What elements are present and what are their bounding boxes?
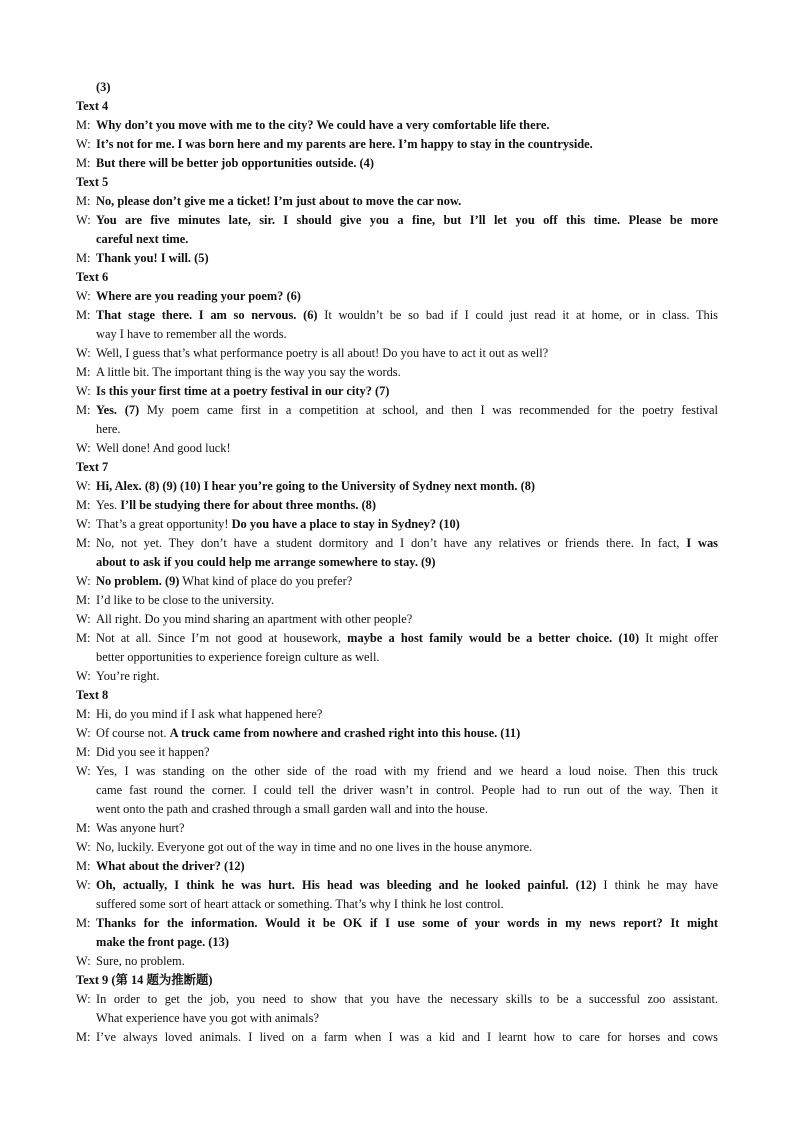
plain-text: Was anyone hurt? <box>96 821 185 835</box>
dialogue-continuation <box>76 800 718 819</box>
bold-text: But there will be better job opportunities outside. (4) <box>96 156 374 170</box>
dialogue-line <box>76 629 718 648</box>
bold-text: Text 4 <box>76 99 109 113</box>
dialogue-line <box>76 401 718 420</box>
plain-text: No, not yet. They don’t have a student dormitory and I don’t have any relatives or friends there. In fact, <box>96 536 687 550</box>
bold-text: A truck came from nowhere and crashed right into this house. (11) <box>169 726 521 740</box>
dialogue-line <box>76 743 718 762</box>
line-text <box>96 629 718 648</box>
line-text <box>96 534 718 553</box>
plain-text: Yes, I was standing on the other side of the road with my friend and we heard a loud noise. Then this truck <box>96 764 718 778</box>
plain-text: way I have to remember all the words. <box>96 327 287 341</box>
speaker-label: W: <box>76 992 91 1006</box>
dialogue-line <box>76 192 718 211</box>
line-text <box>96 895 718 914</box>
line-text <box>96 116 718 135</box>
bold-text: Yes. (7) <box>96 403 140 417</box>
speaker-label: M: <box>76 498 91 512</box>
speaker-label: W: <box>76 726 91 740</box>
line-text <box>96 496 718 515</box>
line-text <box>96 135 718 154</box>
line-text <box>96 363 718 382</box>
line-text <box>96 382 718 401</box>
dialogue-line <box>76 610 718 629</box>
bold-text: about to ask if you could help me arrange somewhere to stay. (9) <box>96 555 436 569</box>
dialogue-continuation <box>76 648 718 667</box>
dialogue-line <box>76 724 718 743</box>
bold-text: make the front page. (13) <box>96 935 229 949</box>
speaker-label: W: <box>76 213 91 227</box>
bold-text: Thank you! I will. (5) <box>96 251 209 265</box>
line-text <box>76 458 718 477</box>
speaker-label: M: <box>76 593 91 607</box>
line-text <box>96 800 718 819</box>
line-text <box>96 952 718 971</box>
bold-text: Hi, Alex. (8) (9) (10) I hear you’re going to the University of Sydney next month. (8) <box>96 479 536 493</box>
section-heading <box>76 173 718 192</box>
line-text <box>96 439 718 458</box>
line-text <box>96 724 718 743</box>
dialogue-line <box>76 344 718 363</box>
speaker-label: M: <box>76 745 91 759</box>
plain-text: came fast round the corner. I could tell the driver wasn’t in control. People had to run out of the way. Then it <box>96 783 718 797</box>
dialogue-line <box>76 705 718 724</box>
speaker-label: M: <box>76 821 91 835</box>
bold-text: That stage there. I am so nervous. (6) <box>96 308 318 322</box>
section-heading <box>76 97 718 116</box>
dialogue-line <box>76 249 718 268</box>
speaker-label: M: <box>76 403 91 417</box>
line-text <box>96 876 718 895</box>
plain-text: I’d like to be close to the university. <box>96 593 275 607</box>
section-heading <box>76 686 718 705</box>
line-text <box>96 648 718 667</box>
plain-text: here. <box>96 422 121 436</box>
speaker-label: W: <box>76 878 91 892</box>
line-text <box>96 933 718 952</box>
line-text <box>96 344 718 363</box>
plain-text: In order to get the job, you need to show that you have the necessary skills to be a successful zoo assistant. <box>96 992 718 1006</box>
bold-text: Oh, actually, I think he was hurt. His head was bleeding and he looked painful. (12) <box>96 878 597 892</box>
line-text <box>96 420 718 439</box>
bold-text: Text 9 (第 14 题为推断题) <box>76 973 213 987</box>
plain-text: It wouldn’t be so bad if I could just read it at home, or in class. This <box>317 308 718 322</box>
plain-text: You’re right. <box>96 669 160 683</box>
plain-text: A little bit. The important thing is the way you say the words. <box>96 365 401 379</box>
speaker-label: W: <box>76 384 91 398</box>
line-text <box>96 553 718 572</box>
line-text <box>96 1009 718 1028</box>
dialogue-continuation <box>76 420 718 439</box>
speaker-label: W: <box>76 840 91 854</box>
bold-text: It’s not for me. I was born here and my parents are here. I’m happy to stay in the countryside. <box>96 137 593 151</box>
dialogue-line <box>76 496 718 515</box>
speaker-label: M: <box>76 156 91 170</box>
plain-text: Sure, no problem. <box>96 954 185 968</box>
section-heading <box>76 458 718 477</box>
speaker-label: W: <box>76 612 91 626</box>
plain-text: My poem came first in a competition at school, and then I was recommended for the poetry festival <box>139 403 718 417</box>
dialogue-line <box>76 838 718 857</box>
line-text <box>96 705 718 724</box>
bold-text: Text 5 <box>76 175 109 189</box>
plain-text: Hi, do you mind if I ask what happened here? <box>96 707 323 721</box>
line-text <box>96 914 718 933</box>
dialogue-line <box>76 534 718 553</box>
dialogue-continuation <box>76 553 718 572</box>
speaker-label: M: <box>76 118 91 132</box>
plain-text: Well done! And good luck! <box>96 441 231 455</box>
line-text <box>96 230 718 249</box>
line-text <box>96 857 718 876</box>
speaker-label: M: <box>76 1030 91 1044</box>
speaker-label: M: <box>76 194 91 208</box>
bold-text: careful next time. <box>96 232 189 246</box>
dialogue-continuation <box>76 325 718 344</box>
dialogue-line <box>76 363 718 382</box>
line-text <box>96 781 718 800</box>
line-text <box>96 477 718 496</box>
line-text <box>96 990 718 1009</box>
dialogue-line <box>76 572 718 591</box>
bold-text: No, please don’t give me a ticket! I’m just about to move the car now. <box>96 194 462 208</box>
dialogue-line <box>76 439 718 458</box>
bold-text: Text 7 <box>76 460 109 474</box>
plain-text: Yes. <box>96 498 121 512</box>
dialogue-continuation <box>76 230 718 249</box>
dialogue-line <box>76 515 718 534</box>
bold-text: I was <box>686 536 718 550</box>
line-text <box>96 610 718 629</box>
bold-text: Text 8 <box>76 688 109 702</box>
line-text <box>96 325 718 344</box>
line-text <box>96 287 718 306</box>
line-text <box>96 819 718 838</box>
speaker-label: M: <box>76 707 91 721</box>
line-text <box>96 515 718 534</box>
line-text <box>96 667 718 686</box>
speaker-label: W: <box>76 441 91 455</box>
plain-text: went onto the path and crashed through a small garden wall and into the house. <box>96 802 488 816</box>
line-text <box>96 838 718 857</box>
dialogue-line <box>76 211 718 230</box>
bold-text: Do you have a place to stay in Sydney? (10) <box>231 517 460 531</box>
line-text <box>76 971 718 990</box>
plain-text: Well, I guess that’s what performance poetry is all about! Do you have to act it out as well? <box>96 346 549 360</box>
dialogue-continuation <box>76 895 718 914</box>
dialogue-line <box>76 306 718 325</box>
dialogue-line <box>76 667 718 686</box>
line-text <box>96 249 718 268</box>
speaker-label: W: <box>76 954 91 968</box>
line-text <box>96 192 718 211</box>
line-text <box>96 401 718 420</box>
speaker-label: M: <box>76 859 91 873</box>
dialogue-line <box>76 382 718 401</box>
section-heading <box>76 268 718 287</box>
speaker-label: M: <box>76 251 91 265</box>
speaker-label: M: <box>76 631 91 645</box>
speaker-label: W: <box>76 346 91 360</box>
bold-text: Thanks for the information. Would it be OK if I use some of your words in my news report? It might <box>96 916 718 930</box>
bold-text: I’ll be studying there for about three months. (8) <box>120 498 376 512</box>
speaker-label: W: <box>76 574 91 588</box>
plain-text: Of course not. <box>96 726 170 740</box>
speaker-label: M: <box>76 308 91 322</box>
section-heading <box>76 971 718 990</box>
dialogue-line <box>76 116 718 135</box>
line-text <box>76 686 718 705</box>
dialogue-line <box>76 990 718 1009</box>
line-text <box>76 97 718 116</box>
speaker-label: M: <box>76 916 91 930</box>
line-text <box>96 762 718 781</box>
bold-text: No problem. (9) <box>96 574 180 588</box>
line-text <box>96 572 718 591</box>
bold-text: What about the driver? (12) <box>96 859 245 873</box>
speaker-label: W: <box>76 137 91 151</box>
plain-text: It might offer <box>639 631 718 645</box>
dialogue-line <box>76 154 718 173</box>
dialogue-line <box>76 762 718 781</box>
speaker-label: W: <box>76 669 91 683</box>
plain-text: All right. Do you mind sharing an apartment with other people? <box>96 612 413 626</box>
dialogue-line <box>76 876 718 895</box>
plain-text: That’s a great opportunity! <box>96 517 232 531</box>
dialogue-continuation <box>76 781 718 800</box>
dialogue-line <box>76 857 718 876</box>
bold-text: Is this your first time at a poetry festival in our city? (7) <box>96 384 390 398</box>
bold-text: You are five minutes late, sir. I should give you a fine, but I’ll let you off this time. Please be more <box>96 213 718 227</box>
speaker-label: W: <box>76 479 91 493</box>
speaker-label: M: <box>76 536 91 550</box>
dialogue-line <box>76 591 718 610</box>
line-text <box>96 591 718 610</box>
line-text <box>76 173 718 192</box>
line-text <box>96 306 718 325</box>
line-text <box>96 1028 718 1047</box>
line-text <box>96 211 718 230</box>
plain-text: Not at all. Since I’m not good at housework, <box>96 631 348 645</box>
dialogue-line <box>76 952 718 971</box>
bold-text: (3) <box>96 80 111 94</box>
plain-text: What kind of place do you prefer? <box>179 574 353 588</box>
speaker-label: W: <box>76 764 91 778</box>
plain-text: I think he may have <box>596 878 718 892</box>
dialogue-line <box>76 287 718 306</box>
line-text <box>96 154 718 173</box>
plain-text: suffered some sort of heart attack or something. That’s why I think he lost control. <box>96 897 504 911</box>
plain-text: I’ve always loved animals. I lived on a farm when I was a kid and I learnt how to care for horses and cows <box>96 1030 718 1044</box>
bold-text: Where are you reading your poem? (6) <box>96 289 301 303</box>
speaker-label: M: <box>76 365 91 379</box>
plain-text: Did you see it happen? <box>96 745 210 759</box>
dialogue-continuation <box>76 1009 718 1028</box>
dialogue-line <box>76 1028 718 1047</box>
dialogue-line <box>76 477 718 496</box>
bold-text: maybe a host family would be a better choice. (10) <box>347 631 640 645</box>
dialogue-line <box>76 914 718 933</box>
speaker-label: W: <box>76 517 91 531</box>
plain-text: What experience have you got with animals? <box>96 1011 319 1025</box>
bold-text: Text 6 <box>76 270 109 284</box>
plain-text: better opportunities to experience foreign culture as well. <box>96 650 380 664</box>
line-text <box>76 268 718 287</box>
line-text <box>96 743 718 762</box>
plain-text: No, luckily. Everyone got out of the way in time and no one lives in the house anymore. <box>96 840 533 854</box>
section-heading <box>76 78 718 97</box>
dialogue-line <box>76 819 718 838</box>
dialogue-continuation <box>76 933 718 952</box>
bold-text: Why don’t you move with me to the city? We could have a very comfortable life there. <box>96 118 550 132</box>
line-text <box>96 78 718 97</box>
transcript-document <box>76 78 718 1047</box>
speaker-label: W: <box>76 289 91 303</box>
dialogue-line <box>76 135 718 154</box>
